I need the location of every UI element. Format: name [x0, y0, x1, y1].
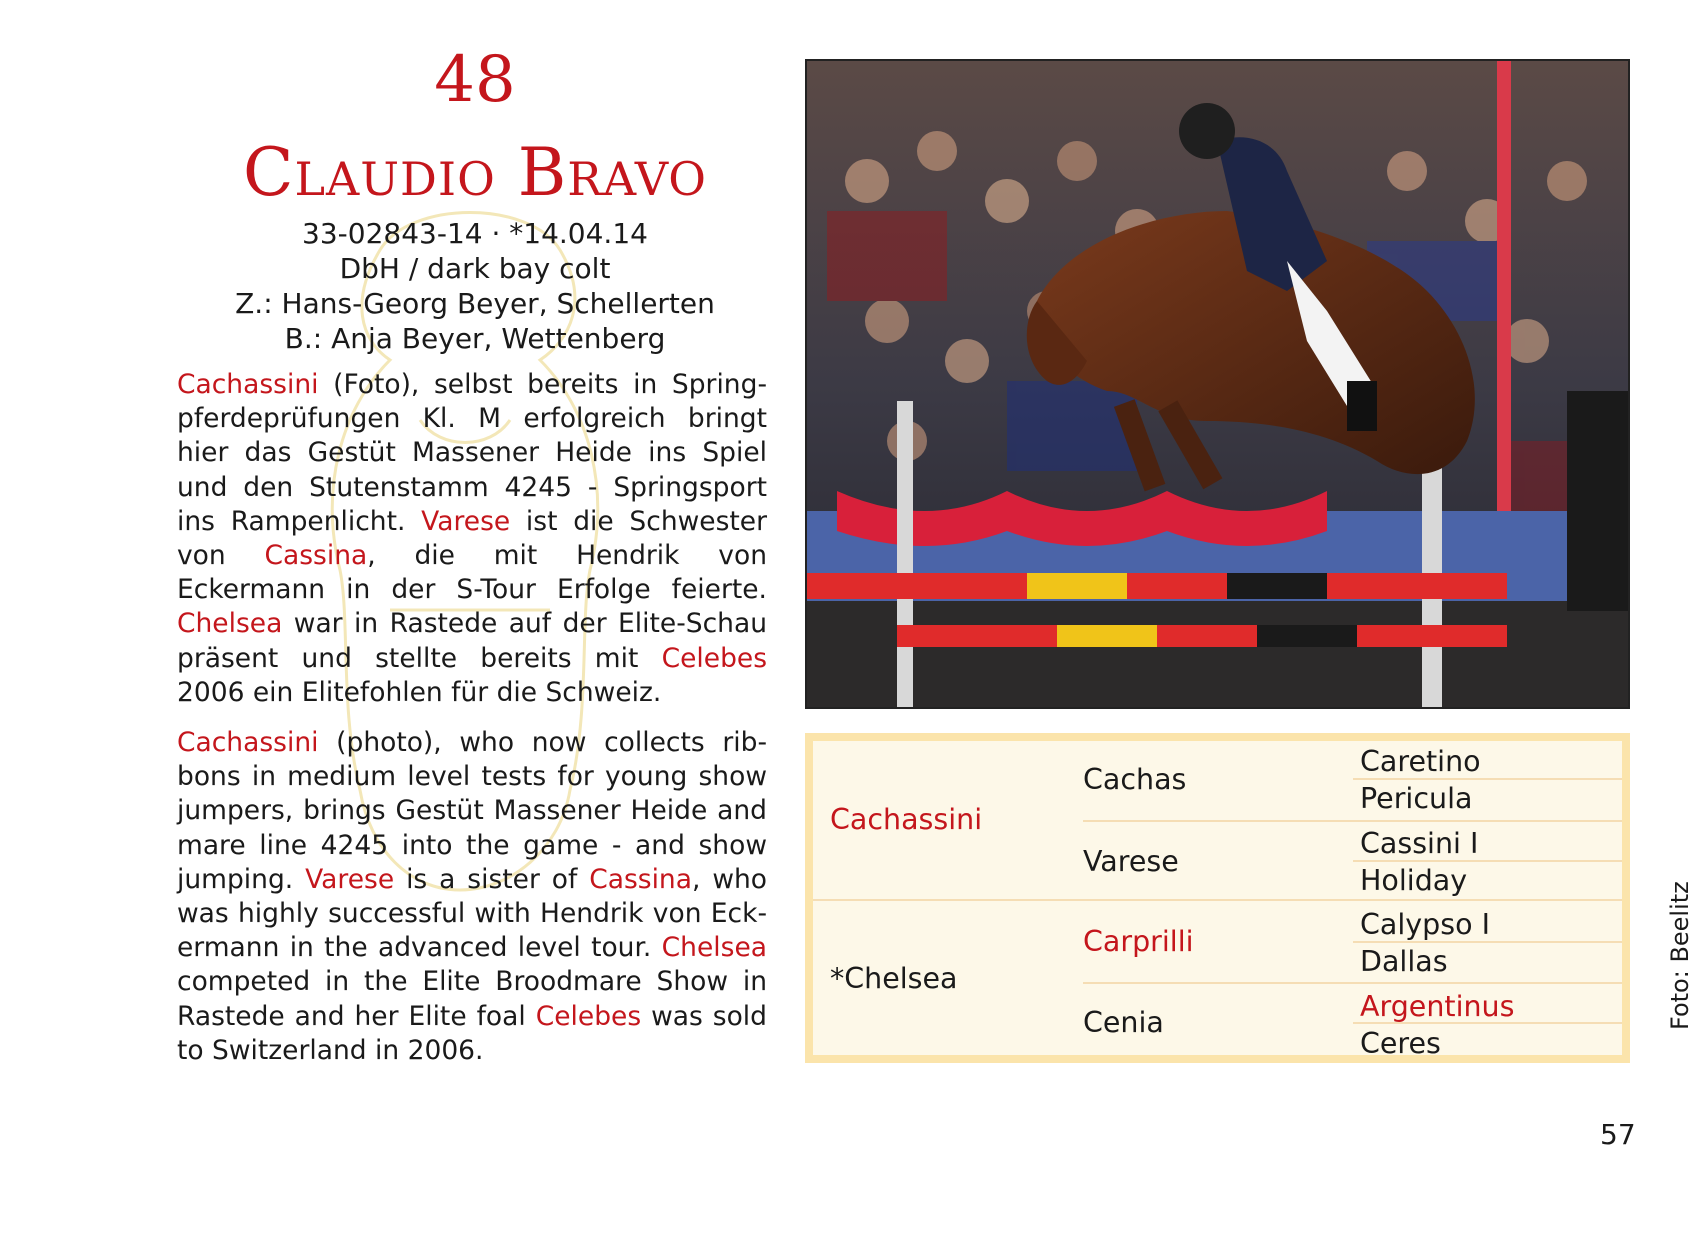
- text-segment: competed in the Elite Broodmare Show in Rastede and her Elite foal: [177, 966, 767, 1032]
- photo-credit: Foto: Beelitz: [1666, 881, 1694, 1030]
- text-segment: ist die Schwester von: [177, 505, 767, 572]
- horse-name-highlight: Cachassini: [177, 369, 319, 400]
- horse-meta: [175, 216, 775, 356]
- text-segment: (photo), who now collects ribbons in medium level tests for young show jumpers, brings Gestüt Massener Heide and mare line 4245 into the game - and show jumping.: [177, 727, 767, 895]
- horse-name-highlight: Celebes: [535, 1000, 642, 1032]
- show-jumping-photo: [805, 59, 1630, 709]
- page-number: 57: [1600, 1118, 1636, 1151]
- text-segment: (Foto), selbst bereits in Springpferdeprüfungen Kl. M erfolgreich bringt hier das Gestüt Massener Heide ins Spiel und den Stutenstamm 4245 - Springsport ins Rampenlicht.: [177, 369, 767, 537]
- text-segment: , die mit Hendrik von Eckermann in der S-Tour Erfolge feierte.: [177, 540, 767, 606]
- pedigree-gg-3: Calypso I Dallas: [1360, 908, 1490, 978]
- pedigree-gg-2: Cassini I Holiday: [1360, 827, 1479, 897]
- pedigree-dam-sire: Carprilli: [1083, 925, 1194, 958]
- text-segment: war in Rastede auf der Elite-Schau präsent und stellte bereits mit: [177, 608, 767, 674]
- pedigree-dam-dam: Cenia: [1083, 1006, 1164, 1039]
- horse-name-highlight: Cachassini: [177, 727, 319, 758]
- horse-name-highlight: Varese: [421, 505, 511, 537]
- pedigree-sire-dam: Varese: [1083, 845, 1179, 878]
- horse-name-highlight: Chelsea: [177, 608, 283, 640]
- lot-number: 48: [434, 43, 516, 117]
- text-segment: 2006 ein Elitefohlen für die Schweiz.: [177, 676, 662, 708]
- pedigree-sire: Cachassini: [830, 803, 983, 836]
- color-line: DbH / dark bay colt: [339, 252, 611, 285]
- pedigree-table: [805, 733, 1630, 1063]
- pedigree-gg-1: Caretino Pericula: [1360, 745, 1481, 815]
- text-segment: , who was highly successful with Hendrik von Eckermann in the advanced level tour.: [177, 863, 767, 964]
- pedigree-gg-4: Argentinus Ceres: [1360, 990, 1515, 1060]
- text-segment: is a sister of: [394, 863, 590, 895]
- german-description: [177, 368, 767, 710]
- horse-name: Claudio Bravo: [243, 134, 707, 211]
- text-segment: was sold to Switzerland in 2006.: [177, 1000, 767, 1066]
- horse-name-highlight: Varese: [305, 863, 395, 895]
- pedigree-sire-sire: Cachas: [1083, 763, 1187, 796]
- horse-name-highlight: Chelsea: [661, 932, 767, 964]
- english-description: [177, 726, 767, 1068]
- horse-name-highlight: Cassina: [264, 540, 368, 572]
- horse-name-highlight: Cassina: [589, 863, 692, 895]
- breeder-line: Z.: Hans-Georg Beyer, Schellerten: [235, 287, 715, 320]
- horse-name-highlight: Celebes: [661, 642, 767, 674]
- owner-line: B.: Anja Beyer, Wettenberg: [284, 322, 666, 355]
- pedigree-inner: [813, 741, 1622, 1060]
- id-line: 33-02843-14 · *14.04.14: [302, 217, 648, 250]
- pedigree-dam: *Chelsea: [830, 962, 958, 995]
